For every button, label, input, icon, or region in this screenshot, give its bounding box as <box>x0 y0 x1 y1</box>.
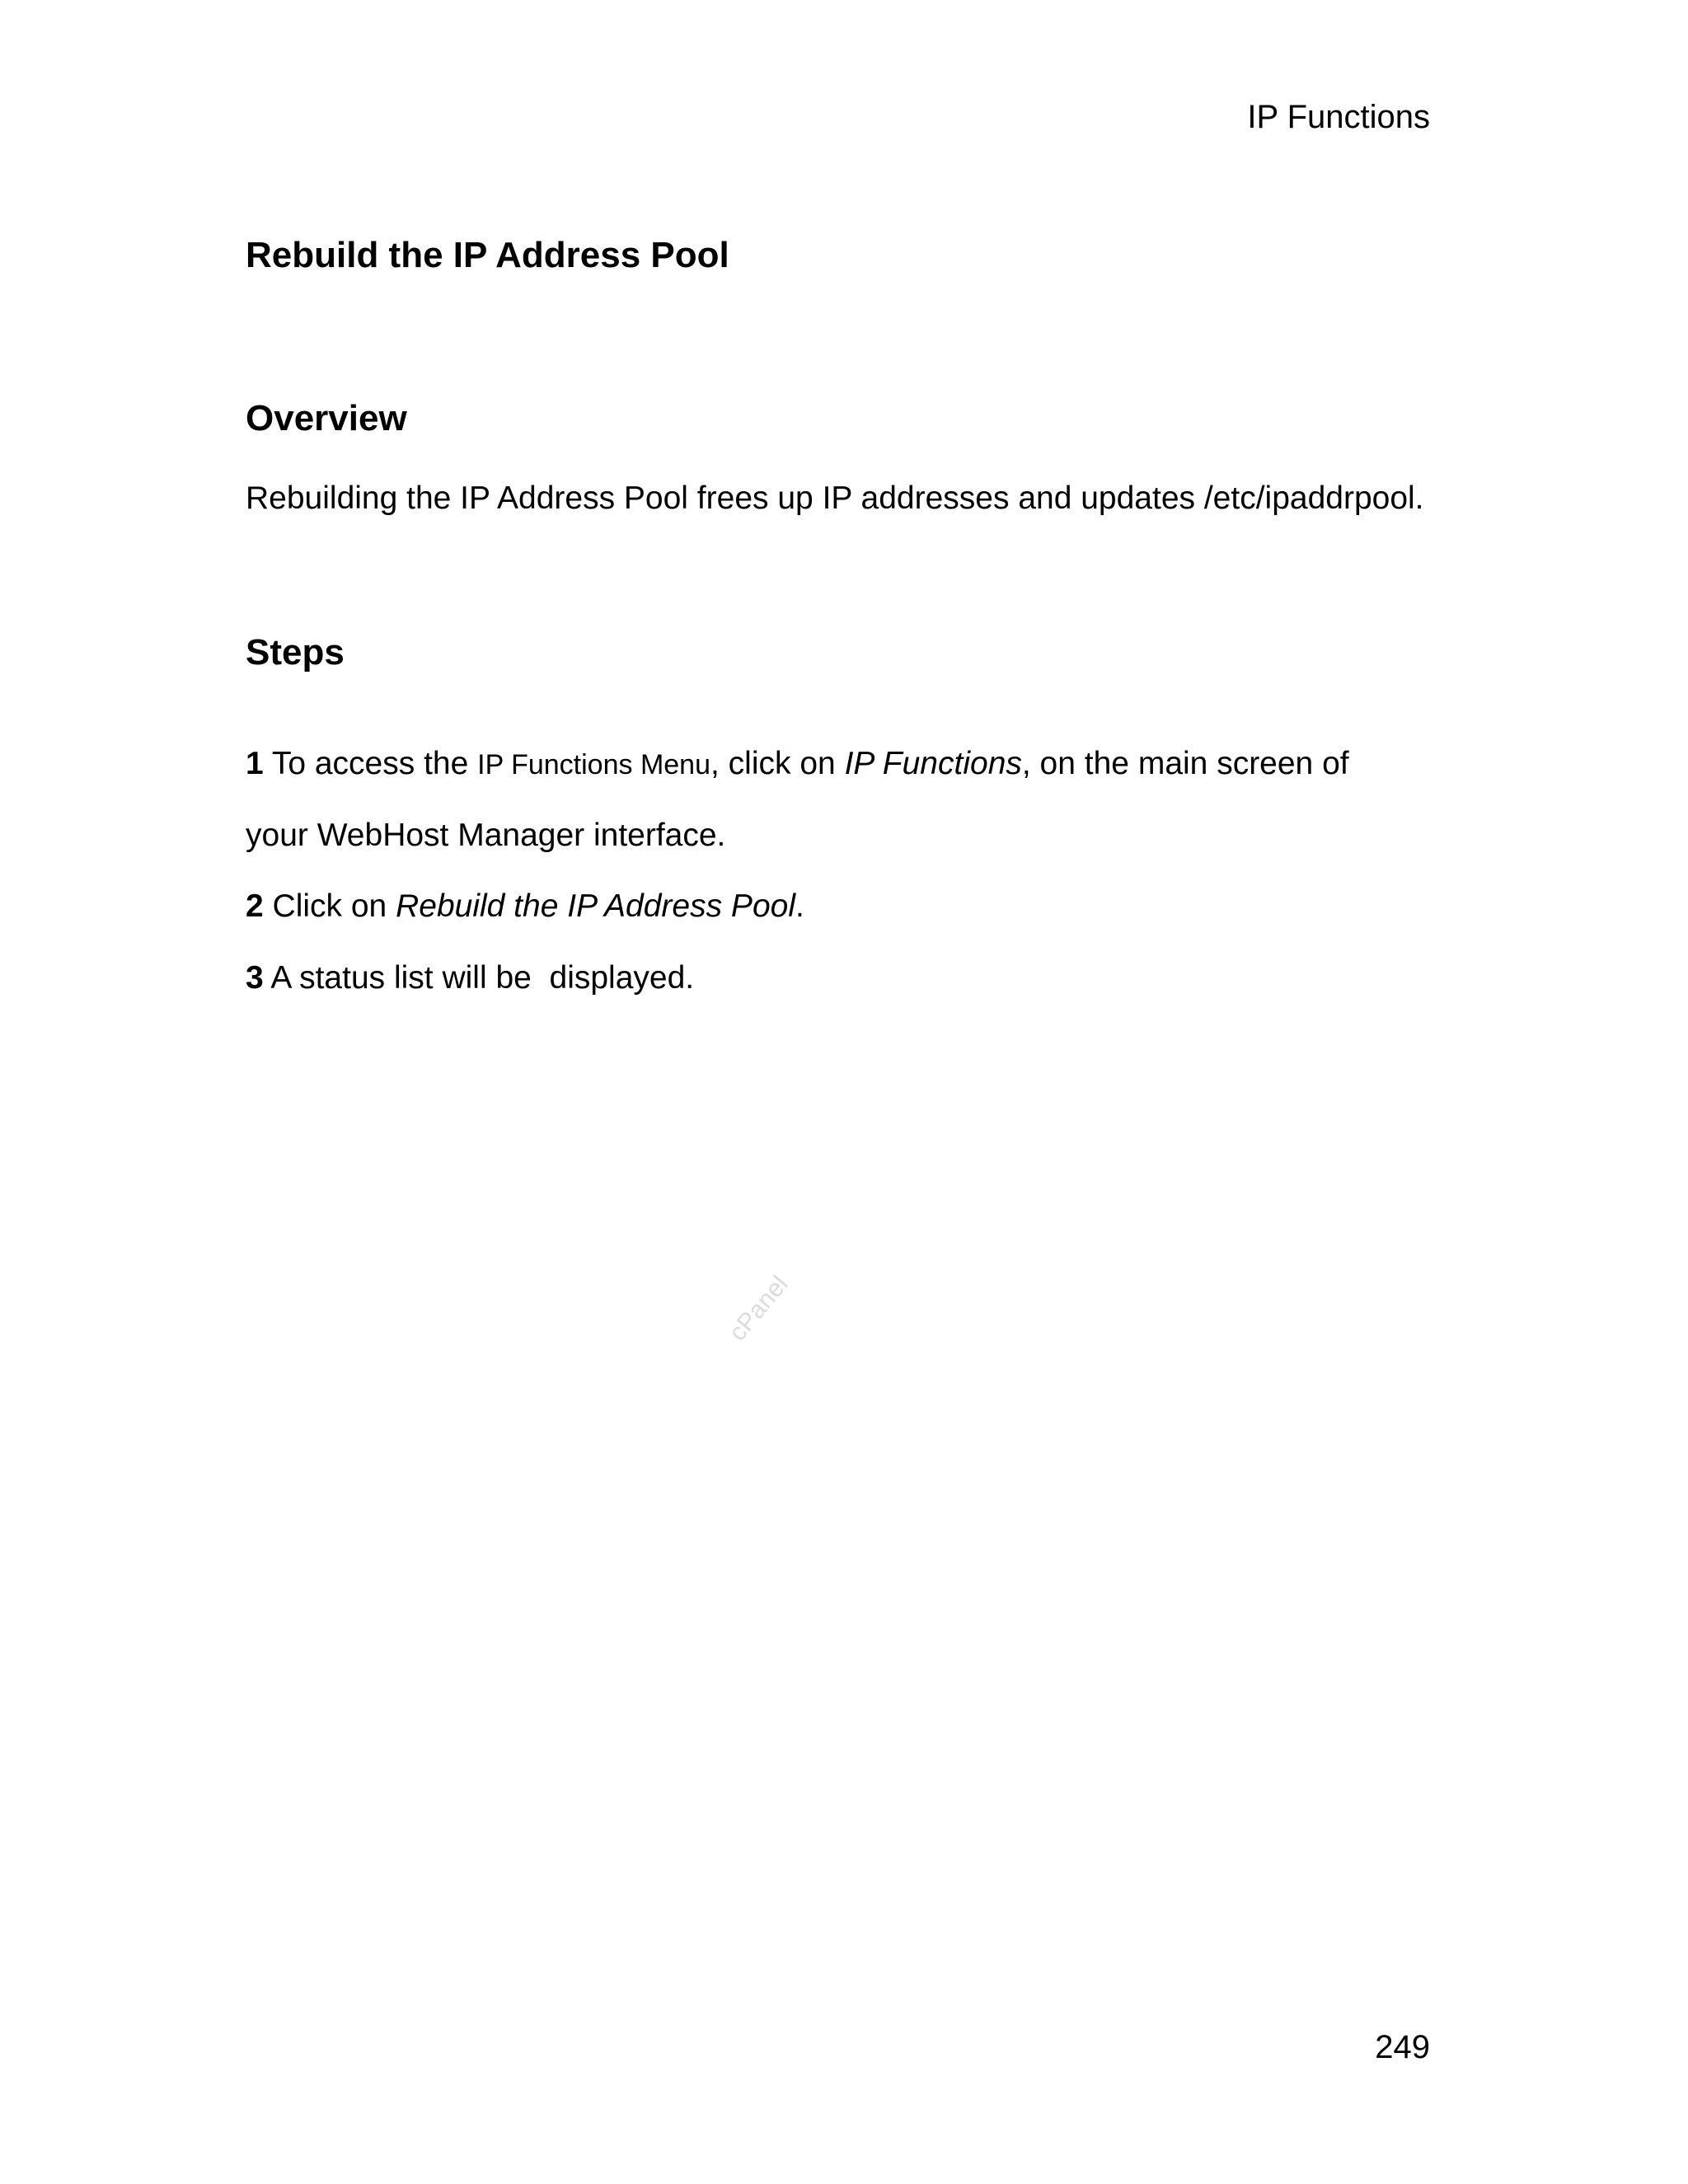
step-1-continuation: your WebHost Manager interface. <box>246 818 726 853</box>
running-header: IP Functions <box>1247 99 1430 135</box>
step-2-text-b: . <box>795 888 804 924</box>
step-1-number: 1 <box>246 746 264 781</box>
overview-heading: Overview <box>246 398 407 438</box>
step-1-text-b: , click on <box>710 746 845 781</box>
step-1-link: IP Functions <box>844 746 1022 781</box>
step-1-text-c: , on the main screen of <box>1021 746 1349 781</box>
step-3-number: 3 <box>246 960 264 996</box>
step-3 <box>246 958 694 998</box>
step-2-number: 2 <box>246 888 264 924</box>
overview-body: Rebuilding the IP Address Pool frees up IP addresses and updates /etc/ipaddrpool. <box>246 480 1424 516</box>
step-2 <box>246 887 804 926</box>
step-2-link: Rebuild the IP Address Pool <box>396 888 795 924</box>
step-2-text-a: Click on <box>263 888 396 924</box>
page-number: 249 <box>1375 2029 1430 2065</box>
steps-heading: Steps <box>246 632 345 673</box>
step-1 <box>246 744 1349 785</box>
page-title: Rebuild the IP Address Pool <box>246 235 729 275</box>
step-1-menu-name: IP Functions Menu <box>477 749 710 780</box>
step-3-text: A status list will be displayed. <box>263 960 695 996</box>
watermark: cPanel <box>724 1270 794 1347</box>
step-1-text-a: To access the <box>263 746 478 781</box>
